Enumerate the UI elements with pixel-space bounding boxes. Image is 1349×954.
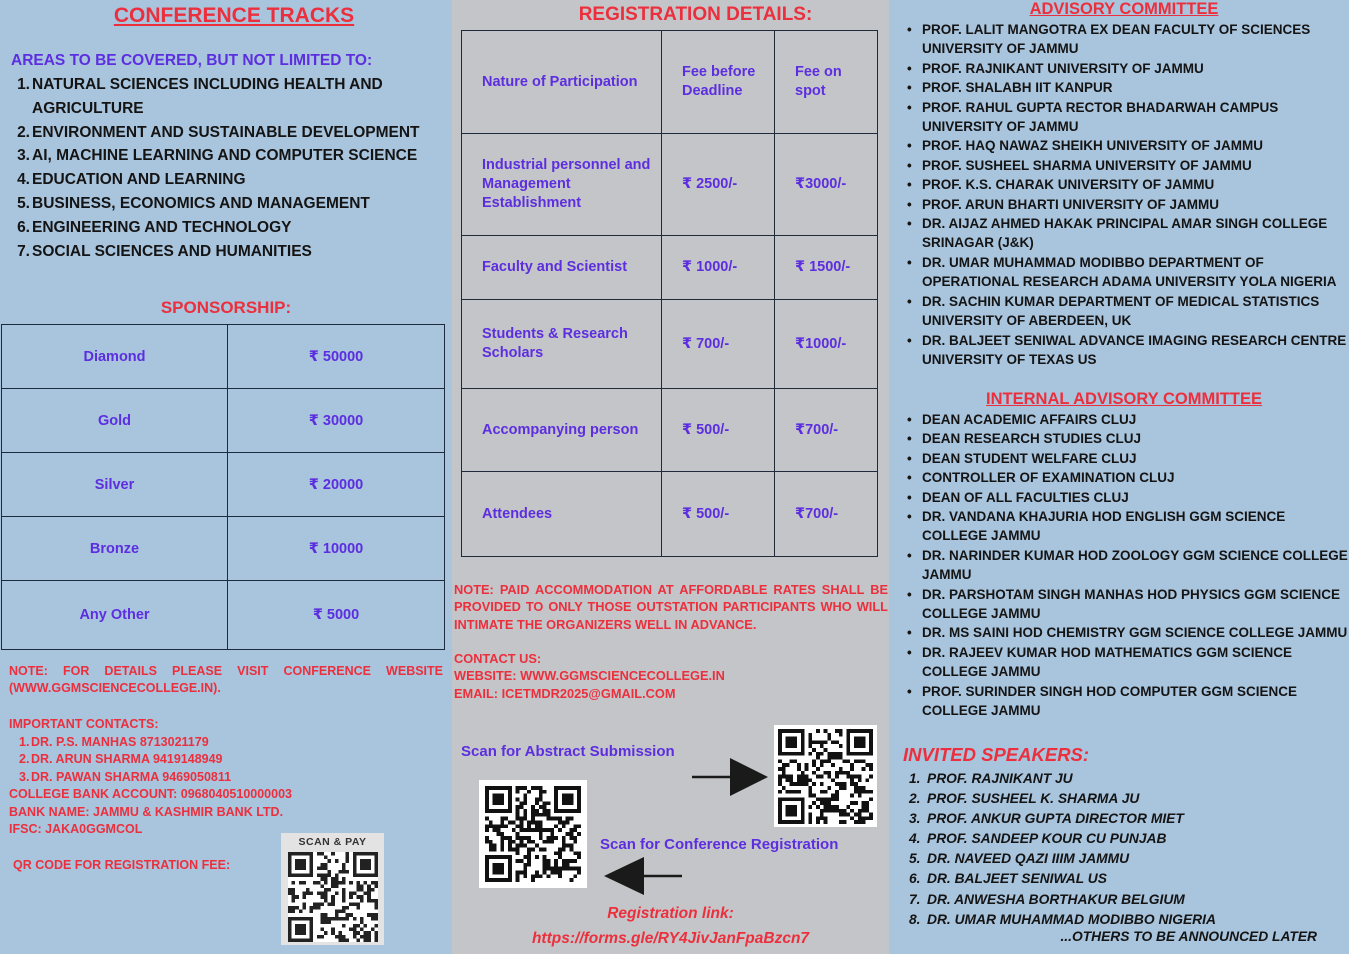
table-row xyxy=(462,300,878,389)
item-number: 5. xyxy=(17,194,30,212)
list-item xyxy=(909,890,1349,910)
sponsorship-table xyxy=(1,324,445,650)
participation-type: Faculty and Scientist xyxy=(462,236,662,300)
speaker-name: PROF. SANDEEP KOUR CU PUNJAB xyxy=(927,831,1167,847)
participation-type: Students & Research Scholars xyxy=(462,300,662,389)
abstract-submission-label: Scan for Abstract Submission xyxy=(461,743,675,760)
item-text: ENGINEERING AND TECHNOLOGY xyxy=(32,218,292,236)
sponsor-amount: ₹ 5000 xyxy=(228,581,445,650)
internal-advisory-list xyxy=(905,410,1349,721)
list-item: • DR. UMAR MUHAMMAD MODIBBO DEPARTMENT OF OPERATIONAL RESEARCH ADAMA UNIVERSITY YOLA NIGERIA xyxy=(905,253,1349,292)
item-number: 2. xyxy=(19,752,30,766)
payment-qr-code-icon[interactable] xyxy=(287,852,379,942)
contact-text: DR. ARUN SHARMA 9419148949 xyxy=(31,752,223,766)
conference-tracks-title: CONFERENCE TRACKS xyxy=(113,4,355,27)
speaker-name: DR. BALJEET SENIWAL US xyxy=(927,871,1107,887)
fee-before: ₹ 500/- xyxy=(662,389,775,472)
list-item xyxy=(909,769,1349,789)
list-item xyxy=(14,121,446,145)
list-item: • DR. AIJAZ AHMED HAKAK PRINCIPAL AMAR SINGH COLLEGE SRINAGAR (J&K) xyxy=(905,214,1349,253)
invited-speakers-title: INVITED SPEAKERS: xyxy=(903,744,1090,765)
advisory-committee-list xyxy=(905,20,1349,369)
email-link[interactable]: EMAIL: ICETMDR2025@GMAIL.COM xyxy=(454,685,676,701)
participation-type: Accompanying person xyxy=(462,389,662,472)
table-row xyxy=(2,389,445,453)
sponsor-amount: ₹ 10000 xyxy=(228,517,445,581)
contact-item xyxy=(9,751,449,769)
list-item: • DR. VANDANA KHAJURIA HOD ENGLISH GGM SCIENCE COLLEGE JAMMU xyxy=(905,507,1349,546)
website-link[interactable]: WEBSITE: WWW.GGMSCIENCECOLLEGE.IN xyxy=(454,668,725,684)
sponsorship-title: SPONSORSHIP: xyxy=(160,298,292,317)
list-item: • DR. NARINDER KUMAR HOD ZOOLOGY GGM SCIENCE COLLEGE JAMMU xyxy=(905,546,1349,585)
areas-heading: AREAS TO BE COVERED, BUT NOT LIMITED TO: xyxy=(11,52,373,69)
list-item xyxy=(909,869,1349,889)
contact-us xyxy=(454,650,888,702)
item-number: 1. xyxy=(909,771,921,786)
header-fee-spot: Fee on spot xyxy=(775,31,878,134)
list-item: • PROF. LALIT MANGOTRA EX DEAN FACULTY OF SCIENCES UNIVERSITY OF JAMMU xyxy=(905,20,1349,59)
internal-advisory-title: INTERNAL ADVISORY COMMITTEE xyxy=(986,390,1262,408)
item-text: SOCIAL SCIENCES AND HUMANITIES xyxy=(32,242,312,260)
list-item: • PROF. SHALABH IIT KANPUR xyxy=(905,78,1349,97)
item-number: 2. xyxy=(909,791,921,807)
arrow-right-icon xyxy=(692,756,768,798)
sponsor-amount: ₹ 50000 xyxy=(228,325,445,389)
conference-tracks-panel xyxy=(0,0,452,954)
registration-panel xyxy=(452,0,889,954)
item-number: 3. xyxy=(909,811,921,827)
qr-fee-label: QR CODE FOR REGISTRATION FEE: xyxy=(13,858,231,872)
table-row xyxy=(2,453,445,517)
list-item: • DEAN OF ALL FACULTIES CLUJ xyxy=(905,488,1349,507)
list-item: • DEAN RESEARCH STUDIES CLUJ xyxy=(905,429,1349,448)
list-item xyxy=(14,216,446,240)
list-item: • PROF. ARUN BHARTI UNIVERSITY OF JAMMU xyxy=(905,195,1349,214)
list-item: • DR. PARSHOTAM SINGH MANHAS HOD PHYSICS GGM SCIENCE COLLEGE JAMMU xyxy=(905,585,1349,624)
list-item xyxy=(909,849,1349,869)
item-number: 5. xyxy=(909,851,921,867)
speaker-name: PROF. SUSHEEL K. SHARMA JU xyxy=(927,791,1140,807)
item-number: 6. xyxy=(909,871,921,887)
list-item xyxy=(909,829,1349,849)
conference-qr-code-icon[interactable] xyxy=(485,786,581,882)
registration-title: REGISTRATION DETAILS: xyxy=(578,4,813,25)
speaker-name: DR. NAVEED QAZI IIIM JAMMU xyxy=(927,851,1130,867)
item-number: 4. xyxy=(909,831,921,847)
item-number: 3. xyxy=(19,769,30,784)
advisory-committee-title: ADVISORY COMMITTEE xyxy=(1029,0,1219,18)
others-announcement: ...OTHERS TO BE ANNOUNCED LATER xyxy=(1060,929,1317,944)
list-item xyxy=(14,168,446,192)
scan-pay-label: SCAN & PAY xyxy=(298,836,367,848)
registration-fee-table xyxy=(461,30,878,557)
table-row xyxy=(462,236,878,300)
speaker-name: PROF. RAJNIKANT JU xyxy=(927,771,1073,786)
table-header-row xyxy=(462,31,878,134)
important-contacts xyxy=(9,716,449,839)
participation-type: Attendees xyxy=(462,472,662,557)
fee-spot: ₹1000/- xyxy=(775,300,878,389)
item-text: ENVIRONMENT AND SUSTAINABLE DEVELOPMENT xyxy=(32,123,420,141)
item-number: 8. xyxy=(909,911,921,927)
list-item: • DR. RAJEEV KUMAR HOD MATHEMATICS GGM SCIENCE COLLEGE JAMMU xyxy=(905,643,1349,682)
speaker-name: DR. ANWESHA BORTHAKUR BELGIUM xyxy=(927,891,1185,907)
item-text: NATURAL SCIENCES INCLUDING HEALTH AND AGRICULTURE xyxy=(32,76,383,117)
table-row xyxy=(2,517,445,581)
list-item: • PROF. SURINDER SINGH HOD COMPUTER GGM SCIENCE COLLEGE JAMMU xyxy=(905,682,1349,721)
contact-heading: CONTACT US: xyxy=(454,651,542,666)
list-item: • PROF. HAQ NAWAZ SHEIKH UNIVERSITY OF JAMMU xyxy=(905,136,1349,155)
list-item: • DEAN ACADEMIC AFFAIRS CLUJ xyxy=(905,410,1349,429)
list-item: • DR. SACHIN KUMAR DEPARTMENT OF MEDICAL STATISTICS UNIVERSITY OF ABERDEEN, UK xyxy=(905,292,1349,331)
conference-registration-label: Scan for Conference Registration xyxy=(600,836,839,853)
header-participation: Nature of Participation xyxy=(462,31,662,134)
speaker-name: PROF. ANKUR GUPTA DIRECTOR MIET xyxy=(927,811,1184,827)
item-number: 2. xyxy=(17,123,30,141)
fee-spot: ₹ 1500/- xyxy=(775,236,878,300)
list-item xyxy=(14,240,446,264)
item-number: 3. xyxy=(17,147,30,165)
contact-item xyxy=(9,734,449,752)
participation-type: Industrial personnel and Management Establishment xyxy=(462,134,662,236)
item-text: EDUCATION AND LEARNING xyxy=(32,171,246,189)
item-number: 4. xyxy=(17,171,30,189)
conference-qr-card xyxy=(479,780,587,888)
list-item: • PROF. RAJNIKANT UNIVERSITY OF JAMMU xyxy=(905,59,1349,78)
list-item: • PROF. RAHUL GUPTA RECTOR BHADARWAH CAMPUS UNIVERSITY OF JAMMU xyxy=(905,98,1349,137)
list-item: • PROF. K.S. CHARAK UNIVERSITY OF JAMMU xyxy=(905,175,1349,194)
arrow-left-icon xyxy=(604,856,682,896)
fee-before: ₹ 500/- xyxy=(662,472,775,557)
sponsor-amount: ₹ 20000 xyxy=(228,453,445,517)
table-row xyxy=(462,389,878,472)
sponsor-amount: ₹ 30000 xyxy=(228,389,445,453)
abstract-qr-code-icon[interactable] xyxy=(778,729,873,824)
contacts-heading: IMPORTANT CONTACTS: xyxy=(9,717,159,731)
fee-before: ₹ 1000/- xyxy=(662,236,775,300)
tracks-list xyxy=(14,73,446,263)
list-item xyxy=(14,73,446,121)
list-item: • PROF. SUSHEEL SHARMA UNIVERSITY OF JAMMU xyxy=(905,156,1349,175)
bank-account: COLLEGE BANK ACCOUNT: 0968040510000003 xyxy=(9,787,292,801)
list-item xyxy=(909,910,1349,930)
registration-link-label: Registration link: xyxy=(607,905,734,922)
bank-name: BANK NAME: JAMMU & KASHMIR BANK LTD. xyxy=(9,804,284,819)
abstract-qr-card xyxy=(774,725,877,827)
speaker-name: DR. UMAR MUHAMMAD MODIBBO NIGERIA xyxy=(927,911,1216,927)
item-number: 6. xyxy=(17,218,30,236)
table-row xyxy=(462,472,878,557)
ifsc-code: IFSC: JAKA0GGMCOL xyxy=(9,822,143,836)
item-number: 1. xyxy=(19,734,30,749)
accommodation-note: NOTE: PAID ACCOMMODATION AT AFFORDABLE RATES SHALL BE PROVIDED TO ONLY THOSE OUTSTATION PARTICIPANTS WHO WILL INTIMATE THE ORGANIZERS WELL IN ADVANCE. xyxy=(454,582,888,632)
fee-before: ₹ 700/- xyxy=(662,300,775,389)
scan-pay-card xyxy=(281,833,384,945)
list-item xyxy=(14,192,446,216)
registration-link[interactable]: https://forms.gle/RY4JivJanFpaBzcn7 xyxy=(531,930,810,947)
table-row xyxy=(2,325,445,389)
list-item: • DR. MS SAINI HOD CHEMISTRY GGM SCIENCE COLLEGE JAMMU xyxy=(905,623,1349,642)
header-fee-before: Fee before Deadline xyxy=(662,31,775,134)
item-text: BUSINESS, ECONOMICS AND MANAGEMENT xyxy=(32,194,370,212)
fee-spot: ₹3000/- xyxy=(775,134,878,236)
item-number: 7. xyxy=(17,242,30,260)
table-row xyxy=(462,134,878,236)
sponsor-level: Any Other xyxy=(2,581,228,650)
fee-spot: ₹700/- xyxy=(775,389,878,472)
sponsor-level: Bronze xyxy=(2,517,228,581)
contact-text: DR. PAWAN SHARMA 9469050811 xyxy=(31,769,232,784)
list-item: • DEAN STUDENT WELFARE CLUJ xyxy=(905,449,1349,468)
sponsor-level: Diamond xyxy=(2,325,228,389)
item-number: 7. xyxy=(909,891,921,907)
item-text: AI, MACHINE LEARNING AND COMPUTER SCIENCE xyxy=(32,147,418,165)
contact-item xyxy=(9,769,449,787)
item-number: 1. xyxy=(17,76,30,93)
committee-panel xyxy=(889,0,1349,954)
sponsor-level: Gold xyxy=(2,389,228,453)
table-row xyxy=(2,581,445,650)
list-item xyxy=(909,789,1349,809)
fee-before: ₹ 2500/- xyxy=(662,134,775,236)
contact-text: DR. P.S. MANHAS 8713021179 xyxy=(31,734,209,749)
list-item: • CONTROLLER OF EXAMINATION CLUJ xyxy=(905,468,1349,487)
sponsor-level: Silver xyxy=(2,453,228,517)
list-item xyxy=(14,144,446,168)
website-note: NOTE: FOR DETAILS PLEASE VISIT CONFERENCE WEBSITE (WWW.GGMSCIENCECOLLEGE.IN). xyxy=(9,664,443,696)
invited-speakers-list xyxy=(909,769,1349,930)
list-item xyxy=(909,809,1349,829)
list-item: • DR. BALJEET SENIWAL ADVANCE IMAGING RESEARCH CENTRE UNIVERSITY OF TEXAS US xyxy=(905,331,1349,370)
fee-spot: ₹700/- xyxy=(775,472,878,557)
